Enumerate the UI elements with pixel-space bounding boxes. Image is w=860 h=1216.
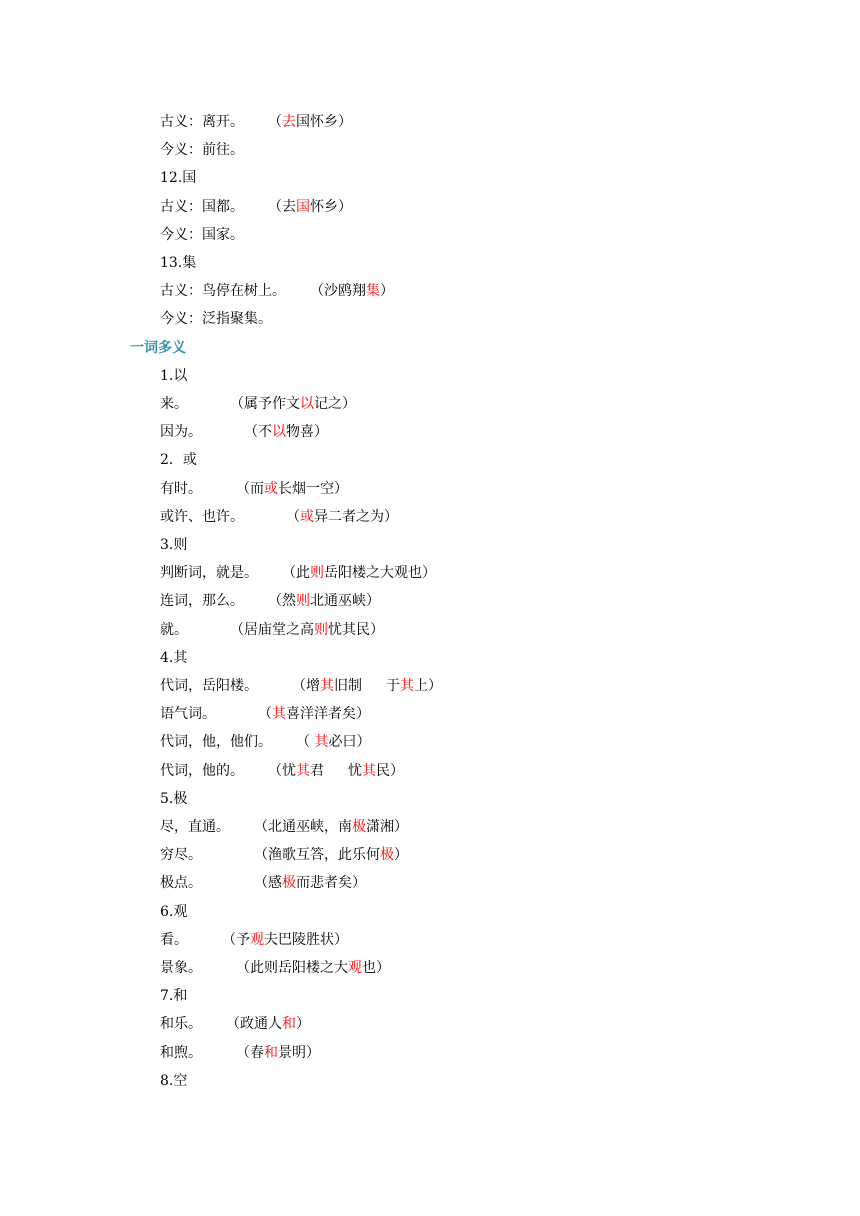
text-segment: 代词，他的。 — [160, 762, 244, 779]
highlight-word: 去 — [282, 114, 296, 130]
text-line — [160, 789, 187, 809]
text-segment: 君 — [310, 762, 324, 779]
text-segment: （ — [258, 706, 272, 723]
text-segment: （属予作文 — [230, 396, 300, 412]
text-line — [160, 591, 380, 611]
text-segment: 或许、也许。 — [160, 508, 244, 525]
highlight-word: 则 — [296, 593, 310, 610]
text-segment: 1.以 — [160, 367, 188, 384]
text-segment: （不 — [244, 424, 272, 441]
highlight-word: 则 — [314, 621, 328, 638]
text-segment: 异二者之为） — [314, 508, 398, 525]
text-line — [160, 704, 370, 724]
text-line — [160, 873, 366, 893]
highlight-word: 或 — [264, 480, 278, 497]
text-line — [160, 1014, 310, 1034]
text-line — [160, 422, 328, 442]
text-line — [160, 366, 187, 386]
text-segment: （北通巫峡，南 — [254, 819, 352, 835]
highlight-word: 其 — [320, 678, 334, 694]
text-line — [160, 281, 394, 301]
text-line — [160, 535, 187, 555]
text-segment: 8.空 — [160, 1072, 188, 1089]
text-line — [160, 648, 187, 668]
highlight-word: 和 — [264, 1044, 278, 1061]
text-segment: （春 — [236, 1044, 264, 1061]
highlight-word: 其 — [400, 678, 414, 694]
text-line — [160, 930, 348, 950]
text-segment: 13.集 — [160, 255, 197, 271]
text-segment: 古义：离开。 — [160, 114, 244, 130]
text-segment: （去 — [268, 198, 296, 215]
highlight-word: 和 — [282, 1016, 296, 1033]
text-segment: （忧 — [268, 762, 296, 779]
text-segment: ） — [394, 847, 408, 864]
text-line — [160, 620, 384, 640]
text-line — [160, 902, 187, 922]
text-segment: （然 — [268, 593, 296, 610]
highlight-word: 观 — [348, 960, 362, 976]
highlight-word: 观 — [250, 931, 264, 948]
text-line — [160, 112, 352, 132]
text-line — [160, 507, 398, 527]
text-segment: 连词，那么。 — [160, 593, 244, 610]
highlight-word: 或 — [300, 508, 314, 525]
text-segment: （渔歌互答，此乐何 — [254, 847, 380, 864]
text-segment: 必曰） — [328, 734, 371, 751]
highlight-word: 极 — [352, 819, 366, 835]
text-line — [160, 394, 356, 414]
text-segment: 就。 — [160, 621, 188, 638]
text-segment: 看。 — [160, 931, 188, 948]
text-segment: 3.则 — [160, 537, 188, 553]
text-segment: 怀乡） — [310, 198, 352, 215]
text-segment: 5.极 — [160, 790, 188, 807]
text-line — [160, 986, 187, 1006]
text-line — [160, 168, 196, 188]
text-segment: （政通人 — [226, 1016, 282, 1033]
text-line — [160, 1071, 187, 1091]
text-segment: 6.观 — [160, 903, 188, 920]
text-segment: 极点。 — [160, 875, 202, 892]
text-segment: 景象。 — [160, 960, 202, 976]
highlight-word: 以 — [272, 424, 286, 441]
text-line — [160, 817, 408, 837]
text-segment: （而 — [236, 480, 264, 497]
text-segment: 记之） — [314, 396, 356, 412]
text-segment: （ — [268, 114, 282, 130]
text-segment: （居庙堂之高 — [230, 621, 314, 638]
highlight-word: 极 — [380, 847, 394, 864]
text-segment: 尽，直通。 — [160, 819, 230, 835]
text-segment: （ — [286, 508, 300, 525]
text-line — [160, 140, 244, 160]
text-line — [160, 309, 272, 329]
text-segment: （感 — [254, 875, 282, 892]
text-segment: 于 — [386, 678, 400, 694]
text-segment: 判断词，就是。 — [160, 565, 258, 582]
text-segment: 和煦。 — [160, 1044, 202, 1061]
text-segment: 7.和 — [160, 988, 188, 1005]
text-segment: ） — [296, 1016, 310, 1033]
text-line — [160, 563, 436, 583]
text-segment: ） — [380, 283, 394, 300]
text-segment: 忧 — [348, 762, 362, 779]
text-line — [160, 225, 244, 245]
text-segment: 民） — [376, 762, 404, 779]
text-line — [160, 676, 442, 696]
text-line — [160, 450, 197, 470]
text-segment: 上） — [414, 678, 442, 694]
text-line — [160, 845, 408, 865]
text-segment: 今义：国家。 — [160, 226, 244, 243]
text-segment: 4.其 — [160, 649, 188, 666]
text-segment: 潇湘） — [366, 819, 408, 835]
text-segment: 今义：泛指聚集。 — [160, 311, 272, 328]
text-segment: （此则岳阳楼之大 — [236, 960, 348, 976]
text-segment: 夫巴陵胜状） — [264, 931, 348, 948]
text-segment: 穷尽。 — [160, 847, 202, 864]
text-segment: 喜洋洋者矣） — [286, 706, 370, 723]
text-segment: 旧制 — [334, 678, 362, 694]
text-segment: （此 — [282, 565, 310, 582]
text-segment: 代词，他，他们。 — [160, 734, 272, 751]
text-segment: 因为。 — [160, 424, 202, 441]
text-segment: （予 — [222, 931, 250, 948]
text-segment: （增 — [292, 678, 320, 694]
text-segment: 古义：国都。 — [160, 198, 244, 215]
highlight-word: 其 — [272, 706, 286, 723]
text-segment: 代词，岳阳楼。 — [160, 678, 258, 694]
text-segment: 岳阳楼之大观也） — [324, 565, 436, 582]
text-segment: 12.国 — [160, 170, 197, 187]
text-segment: 有时。 — [160, 480, 202, 497]
text-line — [160, 732, 370, 752]
text-segment: 国怀乡） — [296, 114, 352, 130]
text-line — [160, 1043, 320, 1063]
highlight-word: 其 — [314, 734, 329, 751]
text-segment: 来。 — [160, 396, 188, 412]
text-segment: 和乐。 — [160, 1016, 202, 1033]
text-segment: 物喜） — [286, 424, 328, 441]
section-heading — [130, 338, 186, 358]
highlight-word: 极 — [282, 875, 296, 892]
text-segment: （ — [296, 734, 315, 751]
highlight-word: 以 — [300, 396, 314, 412]
text-line — [160, 958, 390, 978]
text-line — [160, 253, 196, 273]
text-segment: 今义：前往。 — [160, 142, 244, 159]
text-segment: 而悲者矣） — [296, 875, 366, 892]
text-segment: 北通巫峡） — [310, 593, 380, 610]
text-segment: 一词多义 — [130, 339, 186, 356]
highlight-word: 国 — [296, 198, 310, 215]
highlight-word: 其 — [296, 762, 310, 779]
highlight-word: 集 — [366, 283, 380, 300]
text-segment: 景明） — [278, 1044, 320, 1061]
highlight-word: 则 — [310, 565, 324, 582]
text-line — [160, 197, 352, 217]
text-segment: 2．或 — [160, 452, 197, 469]
text-segment: 语气词。 — [160, 706, 216, 723]
text-segment: 长烟一空） — [278, 480, 348, 497]
text-segment: 古义：鸟停在树上。 — [160, 283, 286, 300]
text-segment: 也） — [362, 960, 390, 976]
text-line — [160, 761, 404, 781]
text-segment: （沙鸥翔 — [310, 283, 366, 300]
text-segment: 忧其民） — [328, 621, 384, 638]
highlight-word: 其 — [362, 762, 376, 779]
text-line — [160, 479, 348, 499]
